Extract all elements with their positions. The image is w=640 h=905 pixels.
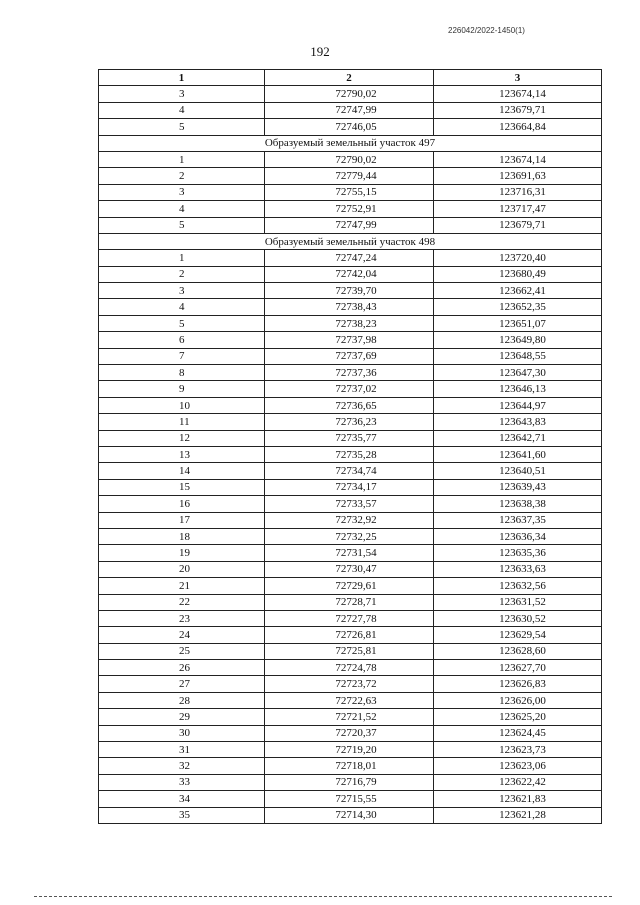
y-coordinate-cell: 123627,70 xyxy=(434,660,602,676)
point-number-cell: 14 xyxy=(99,463,265,479)
point-number-cell: 27 xyxy=(99,676,265,692)
x-coordinate-cell: 72747,24 xyxy=(265,250,434,266)
table-row xyxy=(99,807,602,823)
y-coordinate-cell: 123636,34 xyxy=(434,528,602,544)
point-number-cell: 4 xyxy=(99,102,265,118)
table-row xyxy=(99,791,602,807)
x-coordinate-cell: 72724,78 xyxy=(265,660,434,676)
x-coordinate-cell: 72734,74 xyxy=(265,463,434,479)
table-row xyxy=(99,315,602,331)
x-coordinate-cell: 72732,25 xyxy=(265,528,434,544)
x-coordinate-cell: 72725,81 xyxy=(265,643,434,659)
table-row xyxy=(99,151,602,167)
point-number-cell: 22 xyxy=(99,594,265,610)
table-row xyxy=(99,610,602,626)
y-coordinate-cell: 123680,49 xyxy=(434,266,602,282)
point-number-cell: 29 xyxy=(99,709,265,725)
y-coordinate-cell: 123621,83 xyxy=(434,791,602,807)
table-row xyxy=(99,397,602,413)
y-coordinate-cell: 123621,28 xyxy=(434,807,602,823)
y-coordinate-cell: 123674,14 xyxy=(434,151,602,167)
point-number-cell: 7 xyxy=(99,348,265,364)
table-row xyxy=(99,627,602,643)
table-row xyxy=(99,168,602,184)
x-coordinate-cell: 72732,92 xyxy=(265,512,434,528)
x-coordinate-cell: 72720,37 xyxy=(265,725,434,741)
table-row xyxy=(99,512,602,528)
section-title: Образуемый земельный участок 497 xyxy=(99,135,602,151)
point-number-cell: 3 xyxy=(99,86,265,102)
point-number-cell: 13 xyxy=(99,446,265,462)
x-coordinate-cell: 72779,44 xyxy=(265,168,434,184)
x-coordinate-cell: 72729,61 xyxy=(265,578,434,594)
point-number-cell: 10 xyxy=(99,397,265,413)
x-coordinate-cell: 72714,30 xyxy=(265,807,434,823)
point-number-cell: 9 xyxy=(99,381,265,397)
table-row xyxy=(99,201,602,217)
page-bottom-rule xyxy=(34,896,612,897)
section-row xyxy=(99,135,602,151)
x-coordinate-cell: 72747,99 xyxy=(265,217,434,233)
table-row xyxy=(99,184,602,200)
x-coordinate-cell: 72738,43 xyxy=(265,299,434,315)
point-number-cell: 3 xyxy=(99,184,265,200)
x-coordinate-cell: 72737,98 xyxy=(265,332,434,348)
table-row xyxy=(99,479,602,495)
point-number-cell: 2 xyxy=(99,266,265,282)
table-row xyxy=(99,561,602,577)
y-coordinate-cell: 123638,38 xyxy=(434,496,602,512)
y-coordinate-cell: 123643,83 xyxy=(434,414,602,430)
table-row xyxy=(99,692,602,708)
y-coordinate-cell: 123642,71 xyxy=(434,430,602,446)
y-coordinate-cell: 123720,40 xyxy=(434,250,602,266)
table-row xyxy=(99,283,602,299)
document-id: 226042/2022-1450(1) xyxy=(448,26,525,35)
x-coordinate-cell: 72737,02 xyxy=(265,381,434,397)
y-coordinate-cell: 123691,63 xyxy=(434,168,602,184)
table-row xyxy=(99,742,602,758)
x-coordinate-cell: 72734,17 xyxy=(265,479,434,495)
point-number-cell: 19 xyxy=(99,545,265,561)
point-number-cell: 5 xyxy=(99,217,265,233)
point-number-cell: 16 xyxy=(99,496,265,512)
y-coordinate-cell: 123644,97 xyxy=(434,397,602,413)
y-coordinate-cell: 123674,14 xyxy=(434,86,602,102)
y-coordinate-cell: 123635,36 xyxy=(434,545,602,561)
table-row xyxy=(99,643,602,659)
y-coordinate-cell: 123652,35 xyxy=(434,299,602,315)
table-row xyxy=(99,217,602,233)
table-row xyxy=(99,774,602,790)
table-row xyxy=(99,266,602,282)
x-coordinate-cell: 72726,81 xyxy=(265,627,434,643)
x-coordinate-cell: 72716,79 xyxy=(265,774,434,790)
y-coordinate-cell: 123632,56 xyxy=(434,578,602,594)
point-number-cell: 12 xyxy=(99,430,265,446)
coordinates-table xyxy=(98,69,602,824)
x-coordinate-cell: 72727,78 xyxy=(265,610,434,626)
table-row xyxy=(99,365,602,381)
x-coordinate-cell: 72737,36 xyxy=(265,365,434,381)
x-coordinate-cell: 72723,72 xyxy=(265,676,434,692)
x-coordinate-cell: 72728,71 xyxy=(265,594,434,610)
point-number-cell: 6 xyxy=(99,332,265,348)
table-row xyxy=(99,758,602,774)
table-row xyxy=(99,119,602,135)
point-number-cell: 26 xyxy=(99,660,265,676)
column-header-3: 3 xyxy=(434,70,602,86)
point-number-cell: 1 xyxy=(99,250,265,266)
point-number-cell: 35 xyxy=(99,807,265,823)
point-number-cell: 28 xyxy=(99,692,265,708)
x-coordinate-cell: 72755,15 xyxy=(265,184,434,200)
point-number-cell: 25 xyxy=(99,643,265,659)
point-number-cell: 2 xyxy=(99,168,265,184)
table-row xyxy=(99,463,602,479)
section-row xyxy=(99,233,602,249)
x-coordinate-cell: 72715,55 xyxy=(265,791,434,807)
x-coordinate-cell: 72719,20 xyxy=(265,742,434,758)
point-number-cell: 18 xyxy=(99,528,265,544)
point-number-cell: 5 xyxy=(99,315,265,331)
x-coordinate-cell: 72739,70 xyxy=(265,283,434,299)
y-coordinate-cell: 123640,51 xyxy=(434,463,602,479)
column-header-2: 2 xyxy=(265,70,434,86)
y-coordinate-cell: 123641,60 xyxy=(434,446,602,462)
y-coordinate-cell: 123622,42 xyxy=(434,774,602,790)
y-coordinate-cell: 123639,43 xyxy=(434,479,602,495)
table-row xyxy=(99,594,602,610)
point-number-cell: 1 xyxy=(99,151,265,167)
y-coordinate-cell: 123716,31 xyxy=(434,184,602,200)
table-row xyxy=(99,332,602,348)
table-row xyxy=(99,446,602,462)
y-coordinate-cell: 123628,60 xyxy=(434,643,602,659)
table-row xyxy=(99,496,602,512)
y-coordinate-cell: 123717,47 xyxy=(434,201,602,217)
x-coordinate-cell: 72737,69 xyxy=(265,348,434,364)
y-coordinate-cell: 123624,45 xyxy=(434,725,602,741)
point-number-cell: 15 xyxy=(99,479,265,495)
x-coordinate-cell: 72790,02 xyxy=(265,151,434,167)
x-coordinate-cell: 72790,02 xyxy=(265,86,434,102)
y-coordinate-cell: 123649,80 xyxy=(434,332,602,348)
y-coordinate-cell: 123662,41 xyxy=(434,283,602,299)
x-coordinate-cell: 72730,47 xyxy=(265,561,434,577)
x-coordinate-cell: 72718,01 xyxy=(265,758,434,774)
y-coordinate-cell: 123664,84 xyxy=(434,119,602,135)
table-row xyxy=(99,528,602,544)
x-coordinate-cell: 72752,91 xyxy=(265,201,434,217)
x-coordinate-cell: 72736,23 xyxy=(265,414,434,430)
table-row xyxy=(99,545,602,561)
x-coordinate-cell: 72735,28 xyxy=(265,446,434,462)
point-number-cell: 23 xyxy=(99,610,265,626)
table-row xyxy=(99,414,602,430)
point-number-cell: 20 xyxy=(99,561,265,577)
point-number-cell: 17 xyxy=(99,512,265,528)
table-row xyxy=(99,660,602,676)
point-number-cell: 4 xyxy=(99,201,265,217)
x-coordinate-cell: 72733,57 xyxy=(265,496,434,512)
table-row xyxy=(99,676,602,692)
point-number-cell: 4 xyxy=(99,299,265,315)
y-coordinate-cell: 123630,52 xyxy=(434,610,602,626)
y-coordinate-cell: 123648,55 xyxy=(434,348,602,364)
y-coordinate-cell: 123623,06 xyxy=(434,758,602,774)
y-coordinate-cell: 123646,13 xyxy=(434,381,602,397)
point-number-cell: 33 xyxy=(99,774,265,790)
y-coordinate-cell: 123625,20 xyxy=(434,709,602,725)
table-row xyxy=(99,709,602,725)
y-coordinate-cell: 123637,35 xyxy=(434,512,602,528)
y-coordinate-cell: 123626,83 xyxy=(434,676,602,692)
y-coordinate-cell: 123629,54 xyxy=(434,627,602,643)
y-coordinate-cell: 123631,52 xyxy=(434,594,602,610)
point-number-cell: 31 xyxy=(99,742,265,758)
point-number-cell: 32 xyxy=(99,758,265,774)
table-row xyxy=(99,299,602,315)
table-row xyxy=(99,578,602,594)
table-row xyxy=(99,250,602,266)
point-number-cell: 3 xyxy=(99,283,265,299)
point-number-cell: 21 xyxy=(99,578,265,594)
point-number-cell: 24 xyxy=(99,627,265,643)
table-row xyxy=(99,348,602,364)
table-row xyxy=(99,430,602,446)
table-row xyxy=(99,86,602,102)
point-number-cell: 11 xyxy=(99,414,265,430)
y-coordinate-cell: 123651,07 xyxy=(434,315,602,331)
y-coordinate-cell: 123679,71 xyxy=(434,102,602,118)
page-number: 192 xyxy=(310,44,330,59)
x-coordinate-cell: 72747,99 xyxy=(265,102,434,118)
table-row xyxy=(99,381,602,397)
table-header-row xyxy=(99,70,602,86)
table-body xyxy=(99,86,602,824)
point-number-cell: 8 xyxy=(99,365,265,381)
section-title: Образуемый земельный участок 498 xyxy=(99,233,602,249)
y-coordinate-cell: 123633,63 xyxy=(434,561,602,577)
x-coordinate-cell: 72746,05 xyxy=(265,119,434,135)
table-row xyxy=(99,102,602,118)
x-coordinate-cell: 72736,65 xyxy=(265,397,434,413)
x-coordinate-cell: 72721,52 xyxy=(265,709,434,725)
x-coordinate-cell: 72735,77 xyxy=(265,430,434,446)
y-coordinate-cell: 123626,00 xyxy=(434,692,602,708)
y-coordinate-cell: 123679,71 xyxy=(434,217,602,233)
point-number-cell: 34 xyxy=(99,791,265,807)
point-number-cell: 5 xyxy=(99,119,265,135)
y-coordinate-cell: 123623,73 xyxy=(434,742,602,758)
x-coordinate-cell: 72738,23 xyxy=(265,315,434,331)
point-number-cell: 30 xyxy=(99,725,265,741)
x-coordinate-cell: 72731,54 xyxy=(265,545,434,561)
x-coordinate-cell: 72722,63 xyxy=(265,692,434,708)
x-coordinate-cell: 72742,04 xyxy=(265,266,434,282)
y-coordinate-cell: 123647,30 xyxy=(434,365,602,381)
table-row xyxy=(99,725,602,741)
column-header-1: 1 xyxy=(99,70,265,86)
